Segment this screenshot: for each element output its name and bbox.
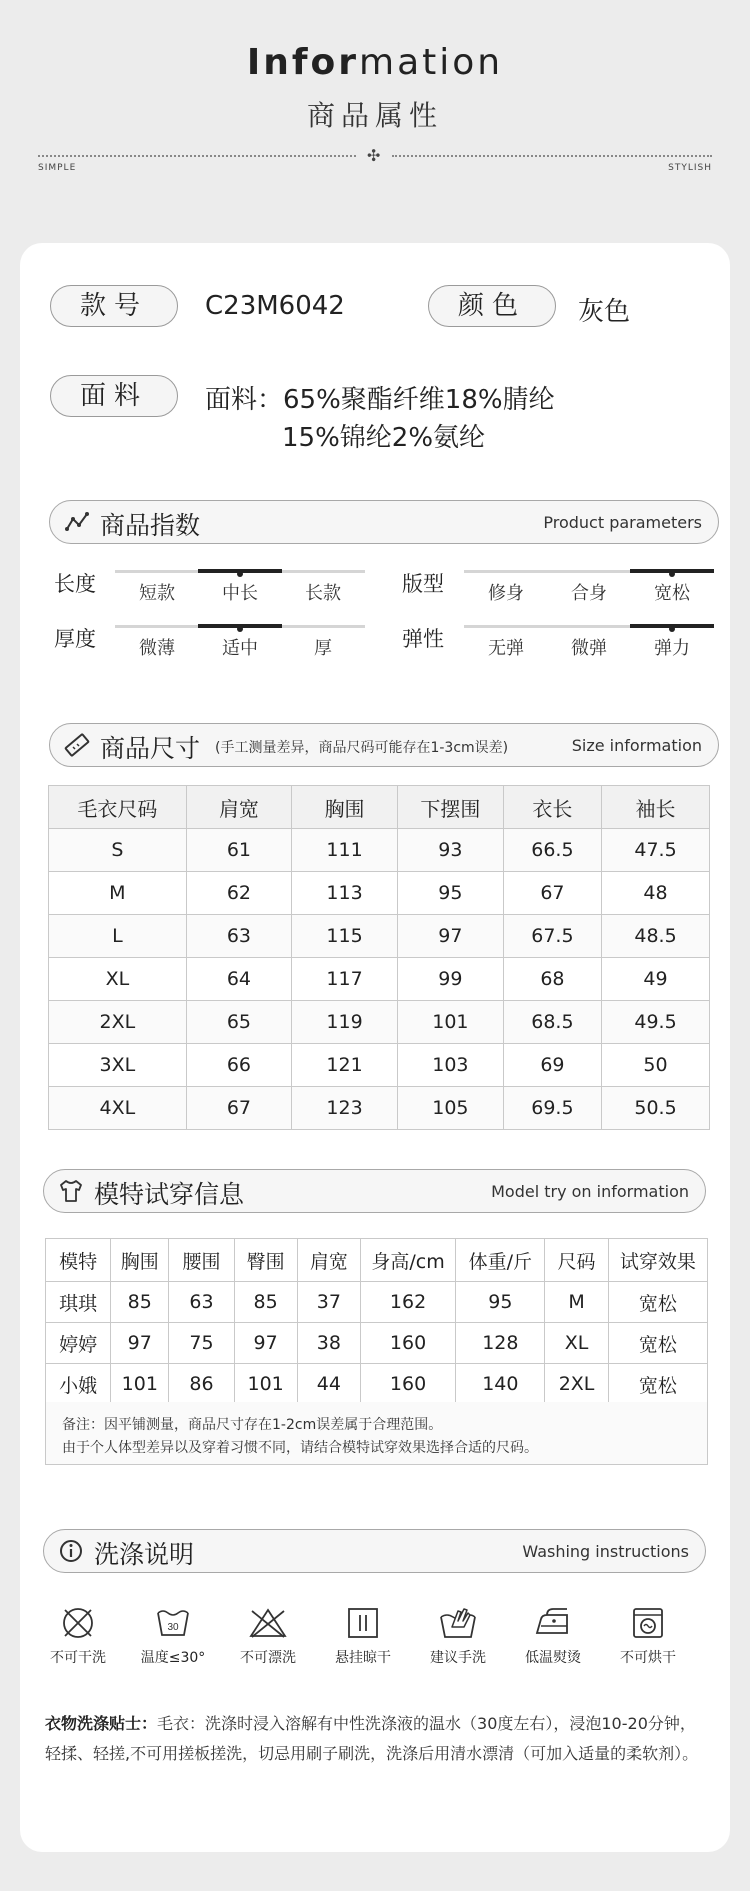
size-table-cell: 63 <box>186 915 291 958</box>
decor-cross-icon: ✣ <box>367 146 381 165</box>
size-table-cell: 61 <box>186 829 291 872</box>
model-table-cell: 160 <box>360 1364 455 1405</box>
size-table-cell: M <box>49 872 187 915</box>
size-table-cell: 62 <box>186 872 291 915</box>
model-table-cell: 宽松 <box>608 1364 707 1405</box>
param-thickness-track <box>115 625 365 628</box>
model-table-cell: 38 <box>297 1323 360 1364</box>
size-table-row <box>49 915 710 958</box>
model-table-header: 体重/斤 <box>456 1239 545 1282</box>
size-table-cell: 67.5 <box>503 915 601 958</box>
param-fit-option: 宽松 <box>654 583 690 604</box>
model-info-header <box>43 1169 706 1213</box>
model-table-cell: 86 <box>169 1364 234 1405</box>
model-table-cell: 101 <box>111 1364 169 1405</box>
tag-simple: SIMPLE <box>38 163 77 173</box>
model-note <box>45 1402 708 1465</box>
param-fit-option: 合身 <box>571 583 607 604</box>
param-thickness-option: 适中 <box>222 638 258 659</box>
size-table-header: 衣长 <box>503 786 601 829</box>
size-info-title: 商品尺寸 <box>100 734 201 763</box>
param-elasticity-option: 微弹 <box>571 638 607 659</box>
model-table-cell: XL <box>545 1323 608 1364</box>
model-table-cell: 85 <box>234 1282 297 1323</box>
size-table-cell: 69.5 <box>503 1087 601 1130</box>
model-table-header: 身高/cm <box>360 1239 455 1282</box>
wash-icon-item <box>133 1605 213 1667</box>
size-table-cell: 95 <box>397 872 503 915</box>
washing-tips <box>45 1709 707 1769</box>
model-table-header: 胸围 <box>111 1239 169 1282</box>
param-length-track <box>115 570 365 573</box>
size-table-cell: 50 <box>602 1044 710 1087</box>
fabric-label: 面料 <box>50 375 178 417</box>
ruler-icon <box>64 732 90 758</box>
shirt-icon <box>58 1178 84 1204</box>
wash-icon-label: 温度≤30° <box>140 1650 206 1666</box>
model-table-header: 试穿效果 <box>608 1239 707 1282</box>
size-table-cell: 49.5 <box>602 1001 710 1044</box>
param-elasticity-option: 弹力 <box>654 638 690 659</box>
page-header <box>0 0 750 200</box>
model-table-header: 臀围 <box>234 1239 297 1282</box>
size-info-title-en: Size information <box>571 736 702 755</box>
washing-header <box>43 1529 706 1573</box>
model-table-header: 腰围 <box>169 1239 234 1282</box>
size-table-cell: 68 <box>503 958 601 1001</box>
size-table-row <box>49 1044 710 1087</box>
size-table-cell: 117 <box>292 958 398 1001</box>
size-table-header: 袖长 <box>602 786 710 829</box>
wash-icon-label: 不可干洗 <box>50 1650 106 1666</box>
size-table-row <box>49 829 710 872</box>
size-table-header: 下摆围 <box>397 786 503 829</box>
model-table-cell: 128 <box>456 1323 545 1364</box>
svg-text:30: 30 <box>167 1622 179 1633</box>
size-table-cell: 69 <box>503 1044 601 1087</box>
product-index-title: 商品指数 <box>100 511 201 540</box>
model-table-cell: 162 <box>360 1282 455 1323</box>
param-elasticity-option: 无弹 <box>488 638 524 659</box>
model-table-cell: 琪琪 <box>46 1282 111 1323</box>
param-thickness-option: 厚 <box>314 638 332 659</box>
color-value: 灰色 <box>578 297 631 327</box>
param-thickness-label: 厚度 <box>54 627 96 651</box>
size-table-cell: L <box>49 915 187 958</box>
model-table-cell: 婷婷 <box>46 1323 111 1364</box>
model-table-header: 模特 <box>46 1239 111 1282</box>
size-info-subtitle: (手工测量差异，商品尺码可能存在1-3cm误差) <box>215 740 509 756</box>
washing-title: 洗涤说明 <box>94 1540 195 1569</box>
size-table-cell: 123 <box>292 1087 398 1130</box>
model-table-cell: M <box>545 1282 608 1323</box>
size-table-cell: 111 <box>292 829 398 872</box>
style-no-label: 款号 <box>50 285 178 327</box>
no-bleach-icon <box>248 1605 288 1641</box>
model-info-title: 模特试穿信息 <box>94 1180 245 1209</box>
wash-icon-label: 不可烘干 <box>620 1650 676 1666</box>
wash-icon-item <box>228 1605 308 1667</box>
param-fit-label: 版型 <box>402 572 444 596</box>
model-table-cell: 85 <box>111 1282 169 1323</box>
wash-icon-label: 不可漂洗 <box>240 1650 296 1666</box>
size-table-cell: 50.5 <box>602 1087 710 1130</box>
size-table-cell: 99 <box>397 958 503 1001</box>
fabric-line-2: 15%锦纶2%氨纶 <box>282 423 486 453</box>
param-length-selected <box>198 569 282 573</box>
param-length-option: 长款 <box>305 583 341 604</box>
size-table-row <box>49 872 710 915</box>
size-table-cell: 3XL <box>49 1044 187 1087</box>
param-thickness-selected <box>198 624 282 628</box>
page-title-cn: 商品属性 <box>306 99 443 132</box>
size-table-cell: S <box>49 829 187 872</box>
washing-tips-label: 衣物洗涤贴士： <box>45 1714 158 1733</box>
model-table-cell: 宽松 <box>608 1282 707 1323</box>
size-table-header: 毛衣尺码 <box>49 786 187 829</box>
trend-chart-icon <box>64 509 90 535</box>
size-table-cell: 93 <box>397 829 503 872</box>
size-table-cell: 121 <box>292 1044 398 1087</box>
model-table <box>45 1238 708 1405</box>
size-table-cell: 4XL <box>49 1087 187 1130</box>
param-fit-track <box>464 570 714 573</box>
size-table-cell: 49 <box>602 958 710 1001</box>
washing-title-en: Washing instructions <box>522 1542 689 1561</box>
model-table-row <box>46 1282 708 1323</box>
size-table-cell: 2XL <box>49 1001 187 1044</box>
low-iron-icon <box>533 1605 573 1641</box>
model-table-row <box>46 1323 708 1364</box>
model-table-cell: 44 <box>297 1364 360 1405</box>
size-table-cell: 66.5 <box>503 829 601 872</box>
size-table-cell: 101 <box>397 1001 503 1044</box>
hand-wash-icon <box>438 1605 478 1641</box>
wash-icon-item <box>608 1605 688 1667</box>
page-title-en: Information <box>246 42 504 83</box>
wash-icon-item <box>418 1605 498 1667</box>
style-no-value: C23M6042 <box>205 291 345 321</box>
param-thickness-option: 微薄 <box>139 638 175 659</box>
washing-tips-text: 毛衣：洗涤时浸入溶解有中性洗涤液的温水（30度左右），浸泡10-20分钟，轻揉、轻搓,不可用搓板搓洗，切忌用刷子刷洗，洗涤后用清水漂清（可加入适量的柔软剂）。 <box>45 1714 699 1763</box>
hang-dry-icon <box>345 1605 381 1641</box>
size-table-cell: 103 <box>397 1044 503 1087</box>
no-tumble-dry-icon <box>630 1605 666 1641</box>
info-icon <box>58 1538 84 1564</box>
size-table-cell: 47.5 <box>602 829 710 872</box>
size-table-cell: 67 <box>503 872 601 915</box>
size-info-header <box>49 723 719 767</box>
no-dry-clean-icon <box>60 1605 96 1641</box>
model-table-header: 肩宽 <box>297 1239 360 1282</box>
size-table-header: 胸围 <box>292 786 398 829</box>
size-table-cell: XL <box>49 958 187 1001</box>
tag-stylish: STYLISH <box>668 163 712 173</box>
size-table-cell: 48.5 <box>602 915 710 958</box>
model-table-cell: 宽松 <box>608 1323 707 1364</box>
size-table-header: 肩宽 <box>186 786 291 829</box>
product-index-header <box>49 500 719 544</box>
size-table-cell: 115 <box>292 915 398 958</box>
wash-icon-label: 建议手洗 <box>430 1650 486 1666</box>
model-table-cell: 97 <box>111 1323 169 1364</box>
size-table-row <box>49 1001 710 1044</box>
wash-icon-label: 悬挂晾干 <box>335 1650 391 1666</box>
model-table-cell: 160 <box>360 1323 455 1364</box>
model-table-row <box>46 1364 708 1405</box>
model-table-cell: 75 <box>169 1323 234 1364</box>
divider-left <box>38 155 356 157</box>
product-index-title-en: Product parameters <box>543 513 702 532</box>
size-table-cell: 97 <box>397 915 503 958</box>
size-table-cell: 68.5 <box>503 1001 601 1044</box>
param-elasticity-track <box>464 625 714 628</box>
size-table-cell: 67 <box>186 1087 291 1130</box>
size-table-row <box>49 1087 710 1130</box>
param-length-option: 中长 <box>222 583 258 604</box>
model-table-cell: 140 <box>456 1364 545 1405</box>
model-table-header: 尺码 <box>545 1239 608 1282</box>
size-table-row <box>49 958 710 1001</box>
model-table-cell: 2XL <box>545 1364 608 1405</box>
size-table-cell: 119 <box>292 1001 398 1044</box>
param-fit-selected <box>630 569 714 573</box>
model-table-cell: 101 <box>234 1364 297 1405</box>
model-table-cell: 63 <box>169 1282 234 1323</box>
param-elasticity-selected <box>630 624 714 628</box>
divider-right <box>392 155 712 157</box>
model-note-line-2: 由于个人体型差异以及穿着习惯不同，请结合模特试穿效果选择合适的尺码。 <box>62 1440 538 1456</box>
size-table <box>48 785 710 1130</box>
size-table-cell: 105 <box>397 1087 503 1130</box>
model-info-title-en: Model try on information <box>491 1182 689 1201</box>
color-label: 颜色 <box>428 285 556 327</box>
info-card <box>20 243 730 1852</box>
param-length-option: 短款 <box>139 583 175 604</box>
wash-icon-item <box>38 1605 118 1667</box>
param-fit-option: 修身 <box>488 583 524 604</box>
size-table-cell: 48 <box>602 872 710 915</box>
size-table-cell: 65 <box>186 1001 291 1044</box>
wash-icon-label: 低温熨烫 <box>525 1650 581 1666</box>
wash-icon-item <box>513 1605 593 1667</box>
wash-30-icon <box>155 1605 191 1641</box>
model-table-cell: 小娥 <box>46 1364 111 1405</box>
wash-icon-item <box>323 1605 403 1667</box>
model-table-cell: 97 <box>234 1323 297 1364</box>
model-table-cell: 37 <box>297 1282 360 1323</box>
param-elasticity-label: 弹性 <box>402 627 444 651</box>
param-length-label: 长度 <box>54 572 96 596</box>
size-table-cell: 66 <box>186 1044 291 1087</box>
size-table-cell: 113 <box>292 872 398 915</box>
size-table-cell: 64 <box>186 958 291 1001</box>
fabric-line-1: 面料：65%聚酯纤维18%腈纶 <box>205 385 555 415</box>
model-note-line-1: 备注：因平铺测量，商品尺寸存在1-2cm误差属于合理范围。 <box>62 1417 443 1433</box>
model-table-cell: 95 <box>456 1282 545 1323</box>
